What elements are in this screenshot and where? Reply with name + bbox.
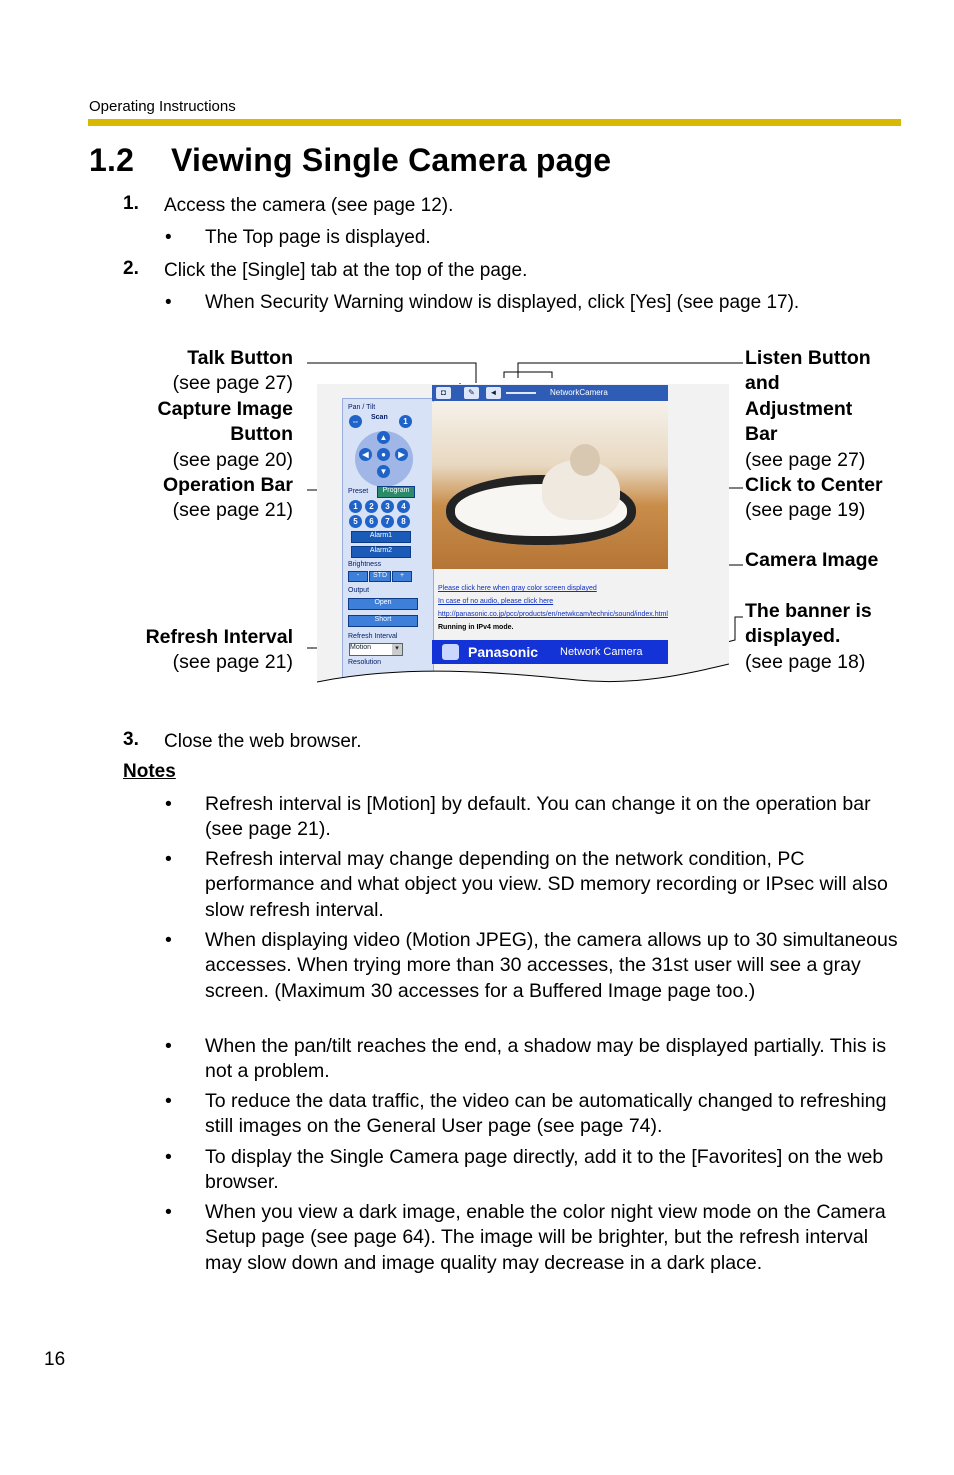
banner-brand: Panasonic (468, 644, 539, 660)
step-2-bullet-text: When Security Warning window is displayed, click [Yes] (see page 17). (205, 292, 800, 313)
step-1-text: Access the camera (see page 12). (164, 195, 454, 216)
step-3-number: 3. (123, 729, 139, 750)
note-item (165, 1145, 905, 1196)
no-audio-link[interactable]: In case of no audio, please click here (438, 598, 554, 605)
camera-icon[interactable]: ◘ (436, 387, 451, 399)
preset-label: Preset (348, 488, 369, 495)
talk-button-label (158, 346, 293, 524)
note-text: When you view a dark image, enable the color night view mode on the Camera Setup page (see page 64). The image will be brighter, but the refresh interval may slow down and image quality may decrease in a dark place. (205, 1201, 886, 1274)
preset-1-button[interactable]: 1 (349, 500, 362, 513)
note-item (165, 1034, 905, 1085)
talk-button-ref: (see page 27) (172, 372, 293, 395)
output-short-button[interactable]: Short (348, 615, 418, 627)
bullet-icon: • (165, 1090, 172, 1112)
click-to-center-ref: (see page 19) (745, 499, 866, 522)
pan-left-icon[interactable]: ◀ (359, 448, 372, 461)
bullet-icon: • (165, 929, 172, 951)
step-1-bullet-text: The Top page is displayed. (205, 227, 431, 248)
preset-3-button[interactable]: 3 (381, 500, 394, 513)
note-text: To display the Single Camera page directly, add it to the [Favorites] on the web browser. (205, 1146, 884, 1194)
note-text: Refresh interval is [Motion] by default. You can change it on the operation bar (see page 21). (205, 793, 871, 841)
brightness-label: Brightness (348, 561, 382, 568)
note-item (165, 792, 905, 843)
camera-image-label: Camera Image (745, 549, 879, 571)
note-item (165, 847, 905, 923)
operation-bar-title: Operation Bar (162, 474, 293, 497)
capture-image-ref: (see page 20) (172, 448, 293, 471)
sound-info-link[interactable]: http://panasonic.co.jp/pcc/products/en/netwkcam/technic/sound/index.html (438, 611, 668, 618)
camera-toolbar (432, 385, 668, 401)
capture-image-title-2: Button (230, 423, 293, 446)
ipv4-status: Running in IPv4 mode. (438, 624, 514, 631)
bullet-icon: • (165, 848, 172, 870)
note-text: Refresh interval may change depending on the network condition, PC performance and what object you view. SD memory recording or IPsec will also slow refresh interval. (205, 848, 888, 921)
listen-button-label (745, 346, 883, 524)
bullet-icon: • (165, 1201, 172, 1223)
listen-title-1: Listen Button (745, 347, 871, 369)
center-icon[interactable]: ● (377, 448, 390, 461)
listen-title-3: Adjustment (745, 397, 853, 420)
click-to-center-title: Click to Center (745, 474, 883, 497)
talk-button-title: Talk Button (187, 347, 293, 369)
notes-heading: Notes (123, 761, 176, 782)
running-header: Operating Instructions (89, 98, 236, 115)
listen-title-2: and (745, 372, 780, 395)
listen-title-4: Bar (745, 423, 778, 446)
note-item (165, 928, 905, 1004)
banner-title-1: The banner is (745, 600, 872, 622)
note-text: To reduce the data traffic, the video can be automatically changed to refreshing still images on the General User page (see page 74). (205, 1090, 887, 1138)
scan-button[interactable]: 1 (399, 415, 412, 428)
preset-5-button[interactable]: 5 (349, 515, 362, 528)
camera-name: NetworkCamera (550, 388, 608, 397)
program-button[interactable]: Program (377, 486, 415, 498)
chevron-down-icon: ▾ (392, 644, 402, 655)
pan-right-icon[interactable]: ▶ (395, 448, 408, 461)
camera-page-screenshot (317, 384, 729, 694)
bullet-icon: • (165, 292, 172, 313)
output-open-button[interactable]: Open (348, 598, 418, 610)
home-icon[interactable]: ⇔ (349, 415, 362, 428)
preset-2-button[interactable]: 2 (365, 500, 378, 513)
refresh-interval-label (146, 625, 293, 676)
speaker-icon[interactable]: ◄ (486, 387, 501, 399)
brightness-plus-button[interactable]: + (392, 571, 412, 582)
step-2-number: 2. (123, 258, 139, 279)
camera-image[interactable] (432, 402, 668, 569)
capture-image-title: Capture Image (157, 397, 293, 420)
bullet-icon: • (165, 1035, 172, 1057)
brightness-std-button[interactable]: STD (369, 571, 391, 582)
volume-slider[interactable] (506, 392, 536, 394)
refresh-interval-ref: (see page 21) (172, 651, 293, 674)
bullet-icon: • (165, 227, 172, 248)
step-3-text: Close the web browser. (164, 731, 362, 752)
banner-ref: (see page 18) (745, 650, 866, 673)
bullet-icon: • (165, 793, 172, 815)
note-item (165, 1089, 905, 1140)
talk-icon[interactable]: ✎ (464, 387, 479, 399)
note-text: When displaying video (Motion JPEG), the camera allows up to 30 simultaneous accesses. When trying more than 30 accesses, the 31st user will see a gray screen. (Maximum 30 accesses for a Buffered Image page too.) (205, 929, 898, 1002)
step-1-number: 1. (123, 193, 139, 214)
alarm1-button[interactable]: Alarm1 (351, 531, 411, 543)
pan-tilt-label: Pan / Tilt (348, 404, 376, 411)
preset-7-button[interactable]: 7 (381, 515, 394, 528)
page-number: 16 (44, 1349, 66, 1370)
gray-screen-link[interactable]: Please click here when gray color screen displayed (438, 585, 597, 592)
brightness-minus-button[interactable]: - (348, 571, 368, 582)
step-2-text: Click the [Single] tab at the top of the page. (164, 260, 528, 281)
preset-8-button[interactable]: 8 (397, 515, 410, 528)
banner-title-2: displayed. (745, 625, 841, 648)
preset-6-button[interactable]: 6 (365, 515, 378, 528)
banner-text: Network Camera (560, 646, 643, 658)
banner-label (745, 599, 872, 675)
section-number: 1.2 (89, 142, 135, 178)
tilt-up-icon[interactable]: ▲ (377, 431, 390, 444)
note-text: When the pan/tilt reaches the end, a shadow may be displayed partially. This is not a problem. (205, 1035, 887, 1083)
resolution-label: Resolution (348, 659, 382, 666)
refresh-interval-title: Refresh Interval (145, 626, 293, 648)
listen-ref: (see page 27) (745, 448, 866, 471)
dog-shape (542, 460, 620, 520)
tilt-down-icon[interactable]: ▼ (377, 465, 390, 478)
output-label: Output (348, 587, 370, 594)
section-title-text: Viewing Single Camera page (171, 142, 612, 178)
alarm2-button[interactable]: Alarm2 (351, 546, 411, 558)
torn-edge (317, 644, 729, 694)
scan-label: Scan (371, 414, 388, 421)
operation-bar-ref: (see page 21) (172, 499, 293, 522)
bullet-icon: • (165, 1146, 172, 1168)
preset-4-button[interactable]: 4 (397, 500, 410, 513)
operation-bar (342, 398, 434, 680)
refresh-interval-caption: Refresh Interval (348, 633, 398, 640)
refresh-interval-value: Motion (350, 644, 372, 651)
note-item (165, 1200, 905, 1276)
